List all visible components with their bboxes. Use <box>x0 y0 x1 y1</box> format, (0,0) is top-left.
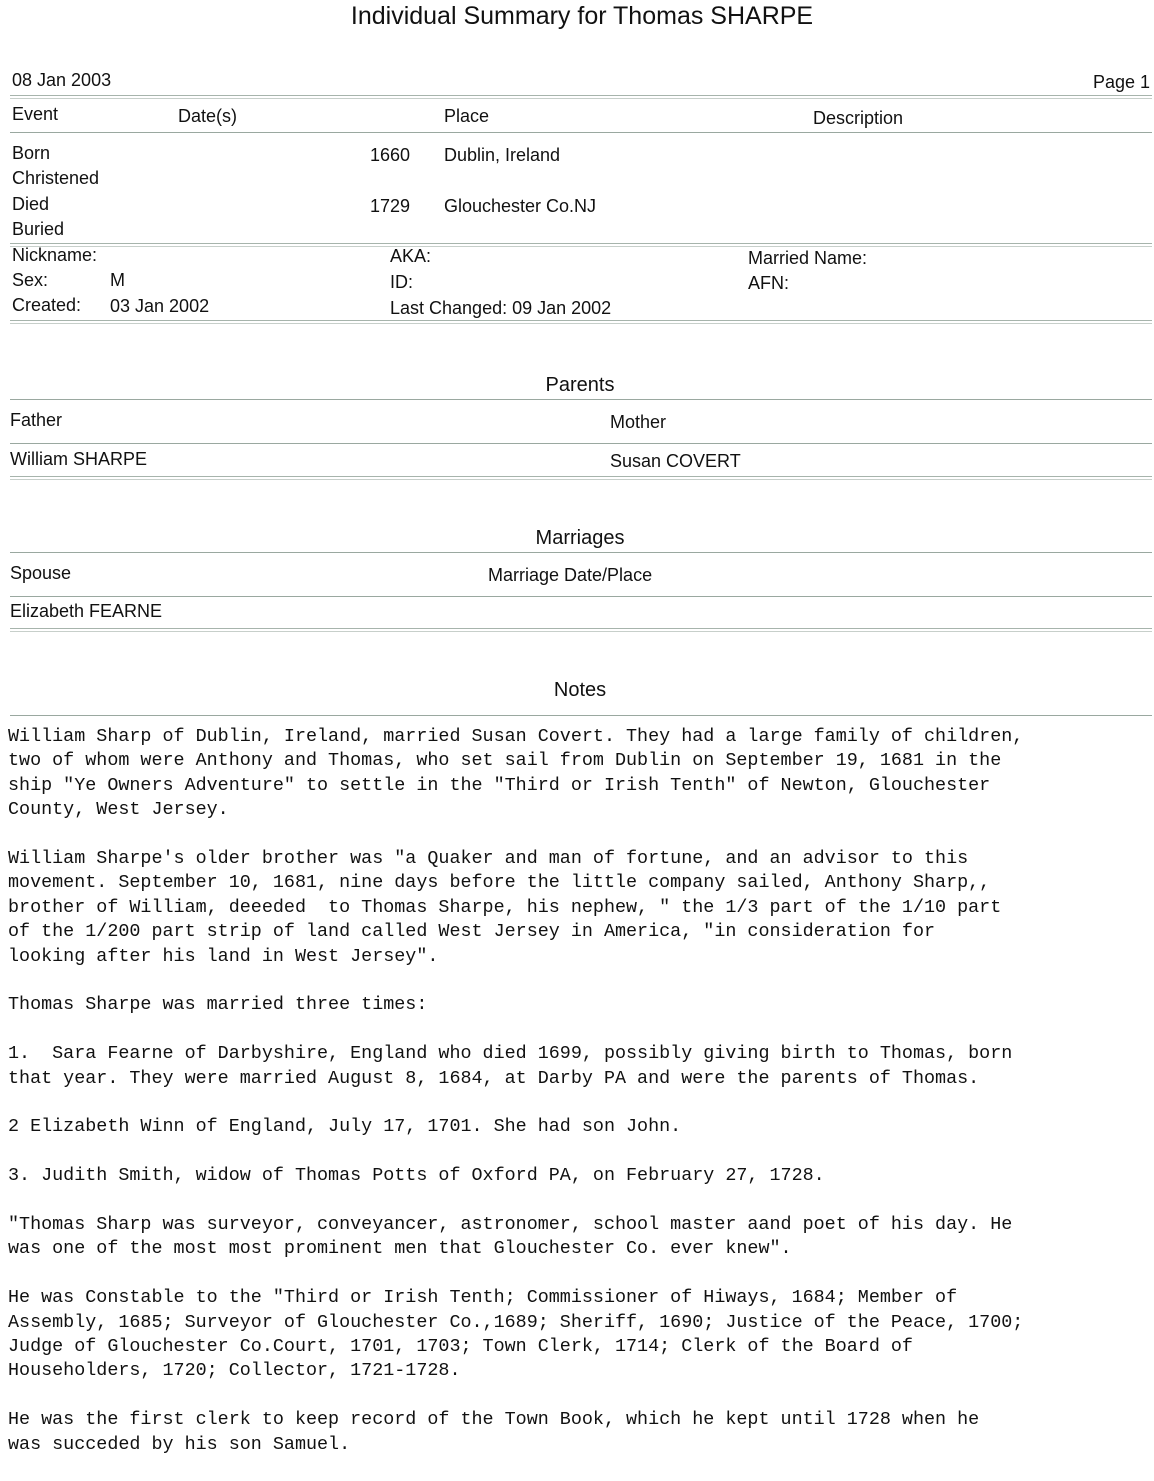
marriages-heading-divider <box>10 552 1152 553</box>
note-paragraph: Thomas Sharpe was married three times: <box>8 994 428 1016</box>
note-paragraph: William Sharpe's older brother was "a Quaker and man of fortune, and an advisor to this movement. September 10, 1681, nine days before the little company sailed, Anthony Sharp,, brother of William, deeeded to Thomas Sharpe, his nephew, " the 1/3 part of the 1/10 part of the 1/200 part strip of land called West Jersey in America, "in consideration for looking after his land in West Jersey". <box>8 848 1002 967</box>
nickname-label: Nickname: <box>12 245 98 265</box>
col-header-description: Description <box>813 108 904 128</box>
parents-heading: Parents <box>545 374 615 396</box>
event-born-place: Dublin, Ireland <box>444 145 561 165</box>
report-date: 08 Jan 2003 <box>12 70 112 90</box>
note-paragraph: He was Constable to the "Third or Irish Tenth; Commissioner of Hiways, 1684; Member of Assembly, 1685; Surveyor of Glouchester Co.,1689; Sheriff, 1690; Justice of the Peace, 1700; Judge of Glouchester Co.Court, 1701, 1703; Town Clerk, 1714; Clerk of the Board of Householders, 1720; Collector, 1721-1728. <box>8 1287 1024 1382</box>
spouse-label: Spouse <box>10 563 72 583</box>
father-name: William SHARPE <box>10 449 148 469</box>
notes-heading-divider <box>10 715 1152 716</box>
column-header-divider <box>10 132 1152 133</box>
events-divider <box>10 243 1152 247</box>
event-born-label: Born <box>12 143 51 163</box>
marriage-date-place-label: Marriage Date/Place <box>488 565 653 585</box>
parents-divider <box>10 476 1152 480</box>
spouse-name: Elizabeth FEARNE <box>10 601 163 621</box>
marriages-heading: Marriages <box>535 527 625 549</box>
mother-name: Susan COVERT <box>610 451 741 471</box>
note-paragraph: "Thomas Sharp was surveyor, conveyancer, astronomer, school master aand poet of his day. He was one of the most most prominent men that Glouchester Co. ever knew". <box>8 1214 1013 1260</box>
note-paragraph: William Sharp of Dublin, Ireland, married Susan Covert. They had a large family of children, two of whom were Anthony and Thomas, who set sail from Dublin on September 19, 1681 in the ship "Ye Owners Adventure" to settle in the "Third or Irish Tenth" of Newton, Glouchester County, West Jersey. <box>8 726 1024 821</box>
event-died-place: Glouchester Co.NJ <box>444 196 597 216</box>
header-divider <box>10 95 1152 99</box>
col-header-place: Place <box>444 106 490 126</box>
created-value: 03 Jan 2002 <box>110 296 210 316</box>
aka-label: AKA: <box>390 246 432 266</box>
notes-heading: Notes <box>553 679 607 701</box>
event-buried-label: Buried <box>12 219 65 239</box>
note-paragraph: 3. Judith Smith, widow of Thomas Potts of Oxford PA, on February 27, 1728. <box>8 1165 825 1187</box>
married-name-label: Married Name: <box>748 248 868 268</box>
col-header-dates: Date(s) <box>178 106 238 126</box>
note-paragraph: He was the first clerk to keep record of the Town Book, which he kept until 1728 when he was succeded by his son Samuel. <box>8 1409 980 1455</box>
mother-label: Mother <box>610 412 667 432</box>
event-died-label: Died <box>12 194 50 214</box>
afn-label: AFN: <box>748 273 790 293</box>
last-changed: Last Changed: 09 Jan 2002 <box>390 298 612 318</box>
father-label: Father <box>10 410 63 430</box>
page-number: Page 1 <box>1092 72 1150 92</box>
sex-label: Sex: <box>12 270 49 290</box>
info-divider <box>10 320 1152 324</box>
id-label: ID: <box>390 272 414 292</box>
marriages-col-divider <box>10 596 1152 597</box>
parents-heading-divider <box>10 399 1152 400</box>
notes-body <box>8 725 1154 1481</box>
event-born-date: 1660 <box>370 145 411 165</box>
page-title: Individual Summary for Thomas SHARPE <box>350 2 814 30</box>
note-paragraph: 2 Elizabeth Winn of England, July 17, 1701. She had son John. <box>8 1116 682 1138</box>
created-label: Created: <box>12 295 82 315</box>
parents-col-divider <box>10 443 1152 444</box>
sex-value: M <box>110 270 125 290</box>
note-paragraph: 1. Sara Fearne of Darbyshire, England who died 1699, possibly giving birth to Thomas, born that year. They were married August 8, 1684, at Darby PA and were the parents of Thomas. <box>8 1043 1013 1089</box>
marriages-divider <box>10 628 1152 632</box>
col-header-event: Event <box>12 104 59 124</box>
event-died-date: 1729 <box>370 196 411 216</box>
event-christened-label: Christened <box>12 168 100 188</box>
